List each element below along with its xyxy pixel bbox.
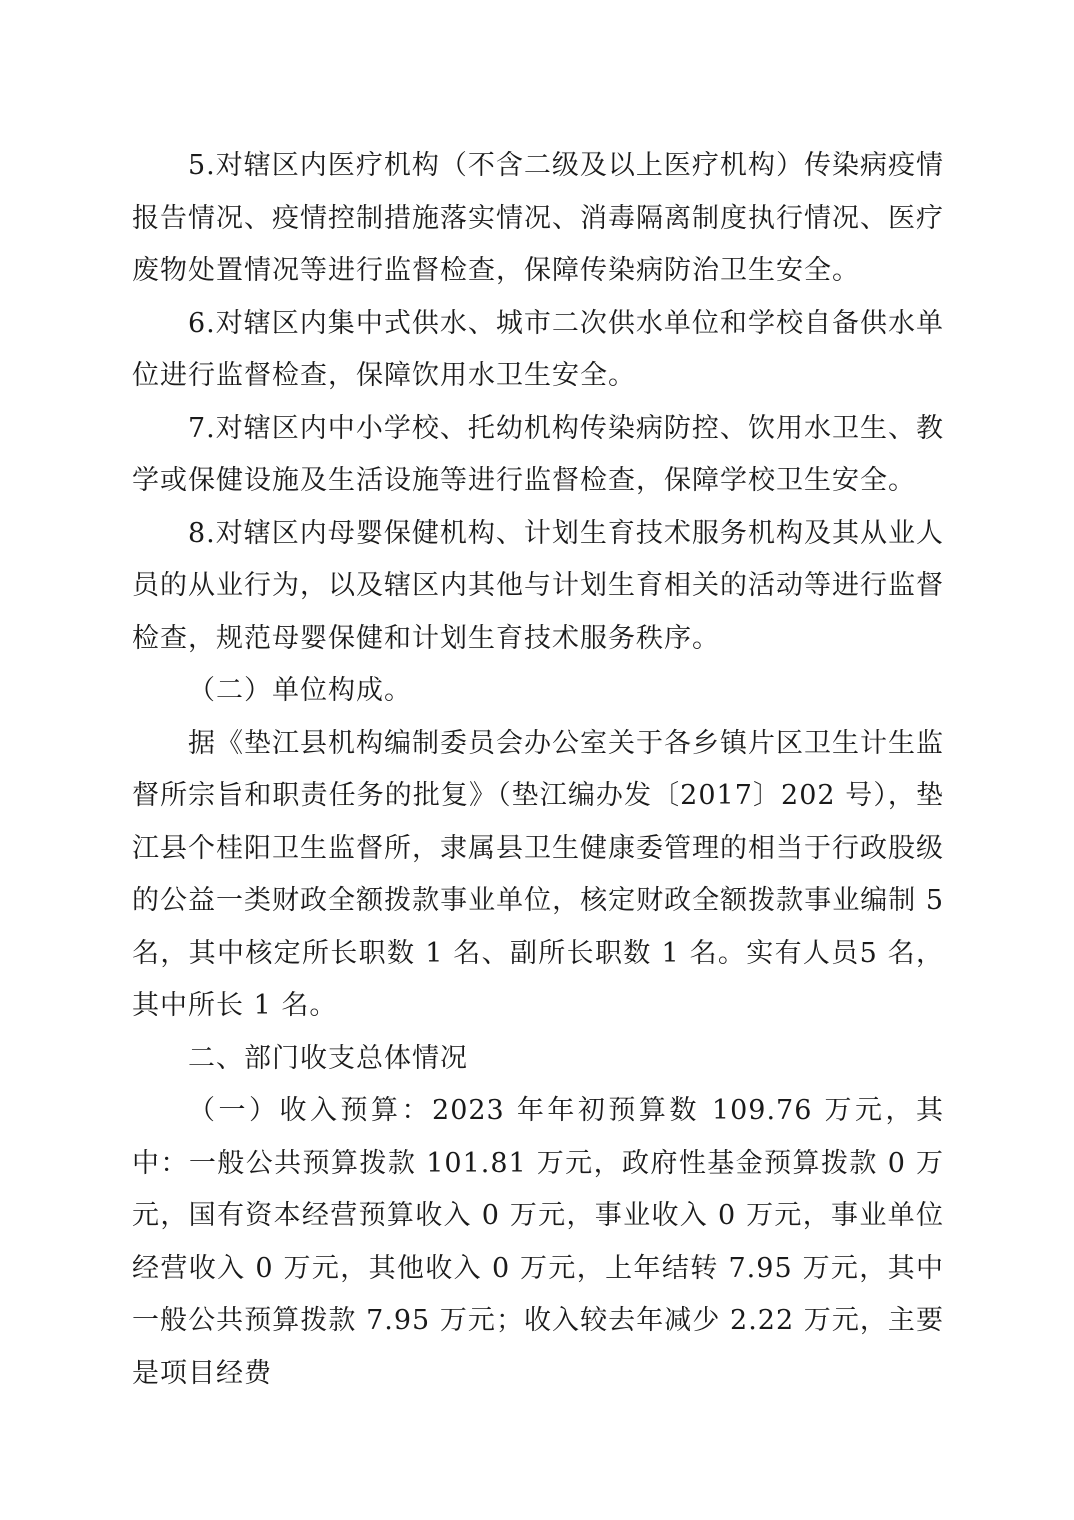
section-heading-budget-overview: 二、部门收支总体情况 — [188, 1042, 468, 1074]
paragraph-item-7: 7.对辖区内中小学校、托幼机构传染病防控、饮用水卫生、教学或保健设施及生活设施等进行监督检查，保障学校卫生安全。 — [132, 412, 944, 496]
paragraph-item-6: 6.对辖区内集中式供水、城市二次供水单位和学校自备供水单位进行监督检查，保障饮用水卫生安全。 — [132, 307, 944, 391]
paragraph-income-budget: （一）收入预算：2023 年年初预算数 109.76 万元，其中：一般公共预算拨款 101.81 万元，政府性基金预算拨款 0 万元，国有资本经营预算收入 0 万元，事业收入 0 万元，事业单位经营收入 0 万元，其他收入 0 万元，上年结转 7.95 万元，其中一般公共预算拨款 7.95 万元；收入较去年减少 2.22 万元，主要是项目经费 — [132, 1095, 944, 1389]
document-page — [132, 140, 944, 1400]
paragraph-unit-composition: 据《垫江县机构编制委员会办公室关于各乡镇片区卫生计生监督所宗旨和职责任务的批复》（垫江编办发〔2017〕202 号），垫江县个桂阳卫生监督所，隶属县卫生健康委管理的相当于行政股级的公益一类财政全额拨款事业单位，核定财政全额拨款事业编制 5 名，其中核定所长职数 1 名、副所长职数 1 名。实有人员5 名，其中所长 1 名。 — [132, 727, 944, 1021]
paragraph-item-8: 8.对辖区内母婴保健机构、计划生育技术服务机构及其从业人员的从业行为，以及辖区内其他与计划生育相关的活动等进行监督检查，规范母婴保健和计划生育技术服务秩序。 — [132, 517, 944, 654]
subheading-unit-composition: （二）单位构成。 — [188, 675, 412, 706]
paragraph-item-5: 5.对辖区内医疗机构（不含二级及以上医疗机构）传染病疫情报告情况、疫情控制措施落实情况、消毒隔离制度执行情况、医疗废物处置情况等进行监督检查，保障传染病防治卫生安全。 — [132, 150, 944, 286]
